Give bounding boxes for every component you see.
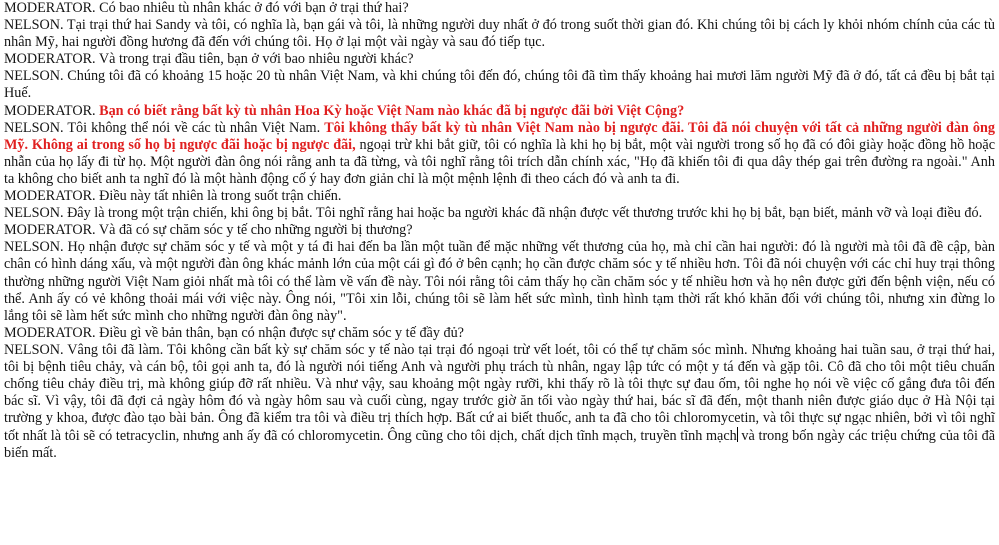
- speaker-label: MODERATOR.: [4, 324, 96, 341]
- transcript-paragraph: [4, 103, 995, 120]
- highlighted-text: Bạn có biết rằng bất kỳ tù nhân Hoa Kỳ hoặc Việt Nam nào khác đã bị ngược đãi bởi Việt Cộng?: [99, 102, 685, 119]
- speaker-label: NELSON.: [4, 205, 64, 222]
- body-text: Tại trại thứ hai Sandy và tôi, có nghĩa là, bạn gái và tôi, là những người duy nhất ở đó trong suốt thời gian đó. Khi chúng tôi bị cách ly khỏi nhóm chính của các tù nhân Mỹ, hai người đồng hương đã đến với chúng tôi. Họ ở lại một vài ngày và sau đó tiếp tục.: [4, 17, 995, 51]
- body-text: Và trong trại đầu tiên, bạn ở với bao nhiêu người khác?: [95, 51, 414, 68]
- body-text: ngoại trừ khi bắt giữ, tôi có nghĩa là khi họ bị bắt, một vài người trong số họ đã có đôi giày hoặc đồng hồ hoặc nhẫn của họ lấy đi từ họ. Một người đàn ông nói rằng anh ta đã từng, và tôi nghĩ rằng tôi trích dẫn chính xác, "Họ đã khiến tôi đi qua dây thép gai trên đường ra ngoài." Anh ta không cho biết anh ta nghĩ đó là một hành động cố ý hay đơn giản chỉ là một mệnh lệnh đi theo cách đó và anh ta đi.: [4, 136, 995, 187]
- transcript-paragraph: [4, 239, 995, 324]
- transcript-paragraph: [4, 205, 995, 222]
- transcript-paragraph: [4, 51, 995, 68]
- body-text: Tôi không thể nói về các tù nhân Việt Nam.: [63, 119, 325, 136]
- transcript-paragraph: [4, 0, 995, 17]
- body-text: Điều này tất nhiên là trong suốt trận chiến.: [95, 188, 342, 205]
- body-text: Có bao nhiêu tù nhân khác ở đó với bạn ở trại thứ hai?: [95, 0, 409, 16]
- transcript-paragraph: [4, 342, 995, 463]
- transcript-paragraph: [4, 68, 995, 102]
- highlighted-text: Tôi không thấy bất kỳ tù nhân Việt Nam nào bị ngược đãi. Tôi đã nói chuyện với tất cả những người đàn ông Mỹ. Không ai trong số họ bị ngược đãi hoặc bị ngược đãi,: [4, 119, 995, 153]
- speaker-label: MODERATOR.: [4, 102, 96, 119]
- body-text: Họ nhận được sự chăm sóc y tế và một y tá đi hai đến ba lần một tuần để mặc những vết thương của họ, mà chỉ cần hai người: đó là người mà tôi đã đề cập, bàn chân có hình dáng xấu, và một người đàn ông khác mảnh lớn của một cái gì đó ở bên cạnh; họ cần được chăm sóc y tế nhiều hơn. Tôi đã nói chuyện với các chỉ huy trại thông thường những người Việt Nam giỏi nhất mà tôi có thể làm về vấn đề này. Tôi nói rằng tôi cảm thấy họ cần chăm sóc y tế nhiều hơn và họ nên được gửi đến bệnh viện, nếu có thể. Anh ấy có vẻ không thoải mái với việc này. Ông nói, "Tôi xin lỗi, chúng tôi sẽ làm hết sức mình, tình hình tạm thời rất khó khăn đối với chúng tôi, nhưng xin đừng lo lắng tôi sẽ làm hết sức mình cho những người đàn ông này".: [4, 239, 995, 324]
- speaker-label: NELSON.: [4, 119, 64, 136]
- body-text: Đây là trong một trận chiến, khi ông bị bắt. Tôi nghĩ rằng hai hoặc ba người khác đã nhận được vết thương trước khi họ bị bắt, bạn biết, mảnh vỡ và loại điều đó.: [63, 205, 983, 222]
- transcript-paragraph: [4, 325, 995, 342]
- body-text: Điều gì về bản thân, bạn có nhận được sự chăm sóc y tế đầy đủ?: [95, 324, 464, 341]
- body-text: Chúng tôi đã có khoảng 15 hoặc 20 tù nhân Việt Nam, và khi chúng tôi đến đó, chúng tôi đã tìm thấy khoảng hai mươi lăm người Mỹ đã ở đó, tất cả đều bị bắt tại Huế.: [4, 68, 995, 102]
- speaker-label: MODERATOR.: [4, 222, 96, 239]
- speaker-label: NELSON.: [4, 68, 64, 85]
- speaker-label: MODERATOR.: [4, 51, 96, 68]
- transcript-paragraph: [4, 222, 995, 239]
- speaker-label: NELSON.: [4, 17, 64, 34]
- body-text: Vâng tôi đã làm. Tôi không cần bất kỳ sự chăm sóc y tế nào tại trại đó ngoại trừ vết loét, tôi có thể tự chăm sóc mình. Nhưng khoảng hai tuần sau, ở trại thứ hai, tôi bị bệnh tiêu chảy, và cán bộ, tôi gọi anh ta, đó là người nói tiếng Anh và người phụ trách tù nhân, ngay lập tức có một y tá đến và gặp tôi. Cô đã cho tôi một tiêu chuẩn chống tiêu chảy điều trị, mà không giúp đỡ rất nhiều. Và như vậy, sau khoảng một ngày rưỡi, khi thấy rõ là tôi thực sự đau ốm, tôi nghe họ nói về việc cố gắng đưa tôi đến bác sĩ. Vì vậy, tôi đã đợi cả ngày hôm đó và ngày hôm sau và cuối cùng, ngay trước giờ ăn tối vào ngày thứ hai, bác sĩ đã đến, một thanh niên được giáo dục ở Hà Nội tại trường y khoa, được đào tạo bài bản. Ông đã kiểm tra tôi và điều trị thích hợp. Bất cứ ai biết thuốc, anh ta đã cho tôi chloromycetin, và tôi thực sự ngạc nhiên, bởi vì tôi nghĩ tốt nhất là tôi sẽ có tetracyclin, nhưng anh ấy đã có chloromycetin. Ông cũng cho tôi dịch, chất dịch tĩnh mạch, truyền tĩnh mạch: [4, 341, 995, 445]
- speaker-label: NELSON.: [4, 239, 64, 256]
- transcript-paragraph: [4, 120, 995, 188]
- speaker-label: MODERATOR.: [4, 0, 96, 16]
- body-text: và trong bốn ngày các triệu chứng của tôi đã biến mất.: [4, 428, 995, 462]
- speaker-label: NELSON.: [4, 341, 64, 358]
- transcript-paragraph: [4, 17, 995, 51]
- transcript-paragraph: [4, 188, 995, 205]
- body-text: Và đã có sự chăm sóc y tế cho những người bị thương?: [95, 222, 413, 239]
- speaker-label: MODERATOR.: [4, 188, 96, 205]
